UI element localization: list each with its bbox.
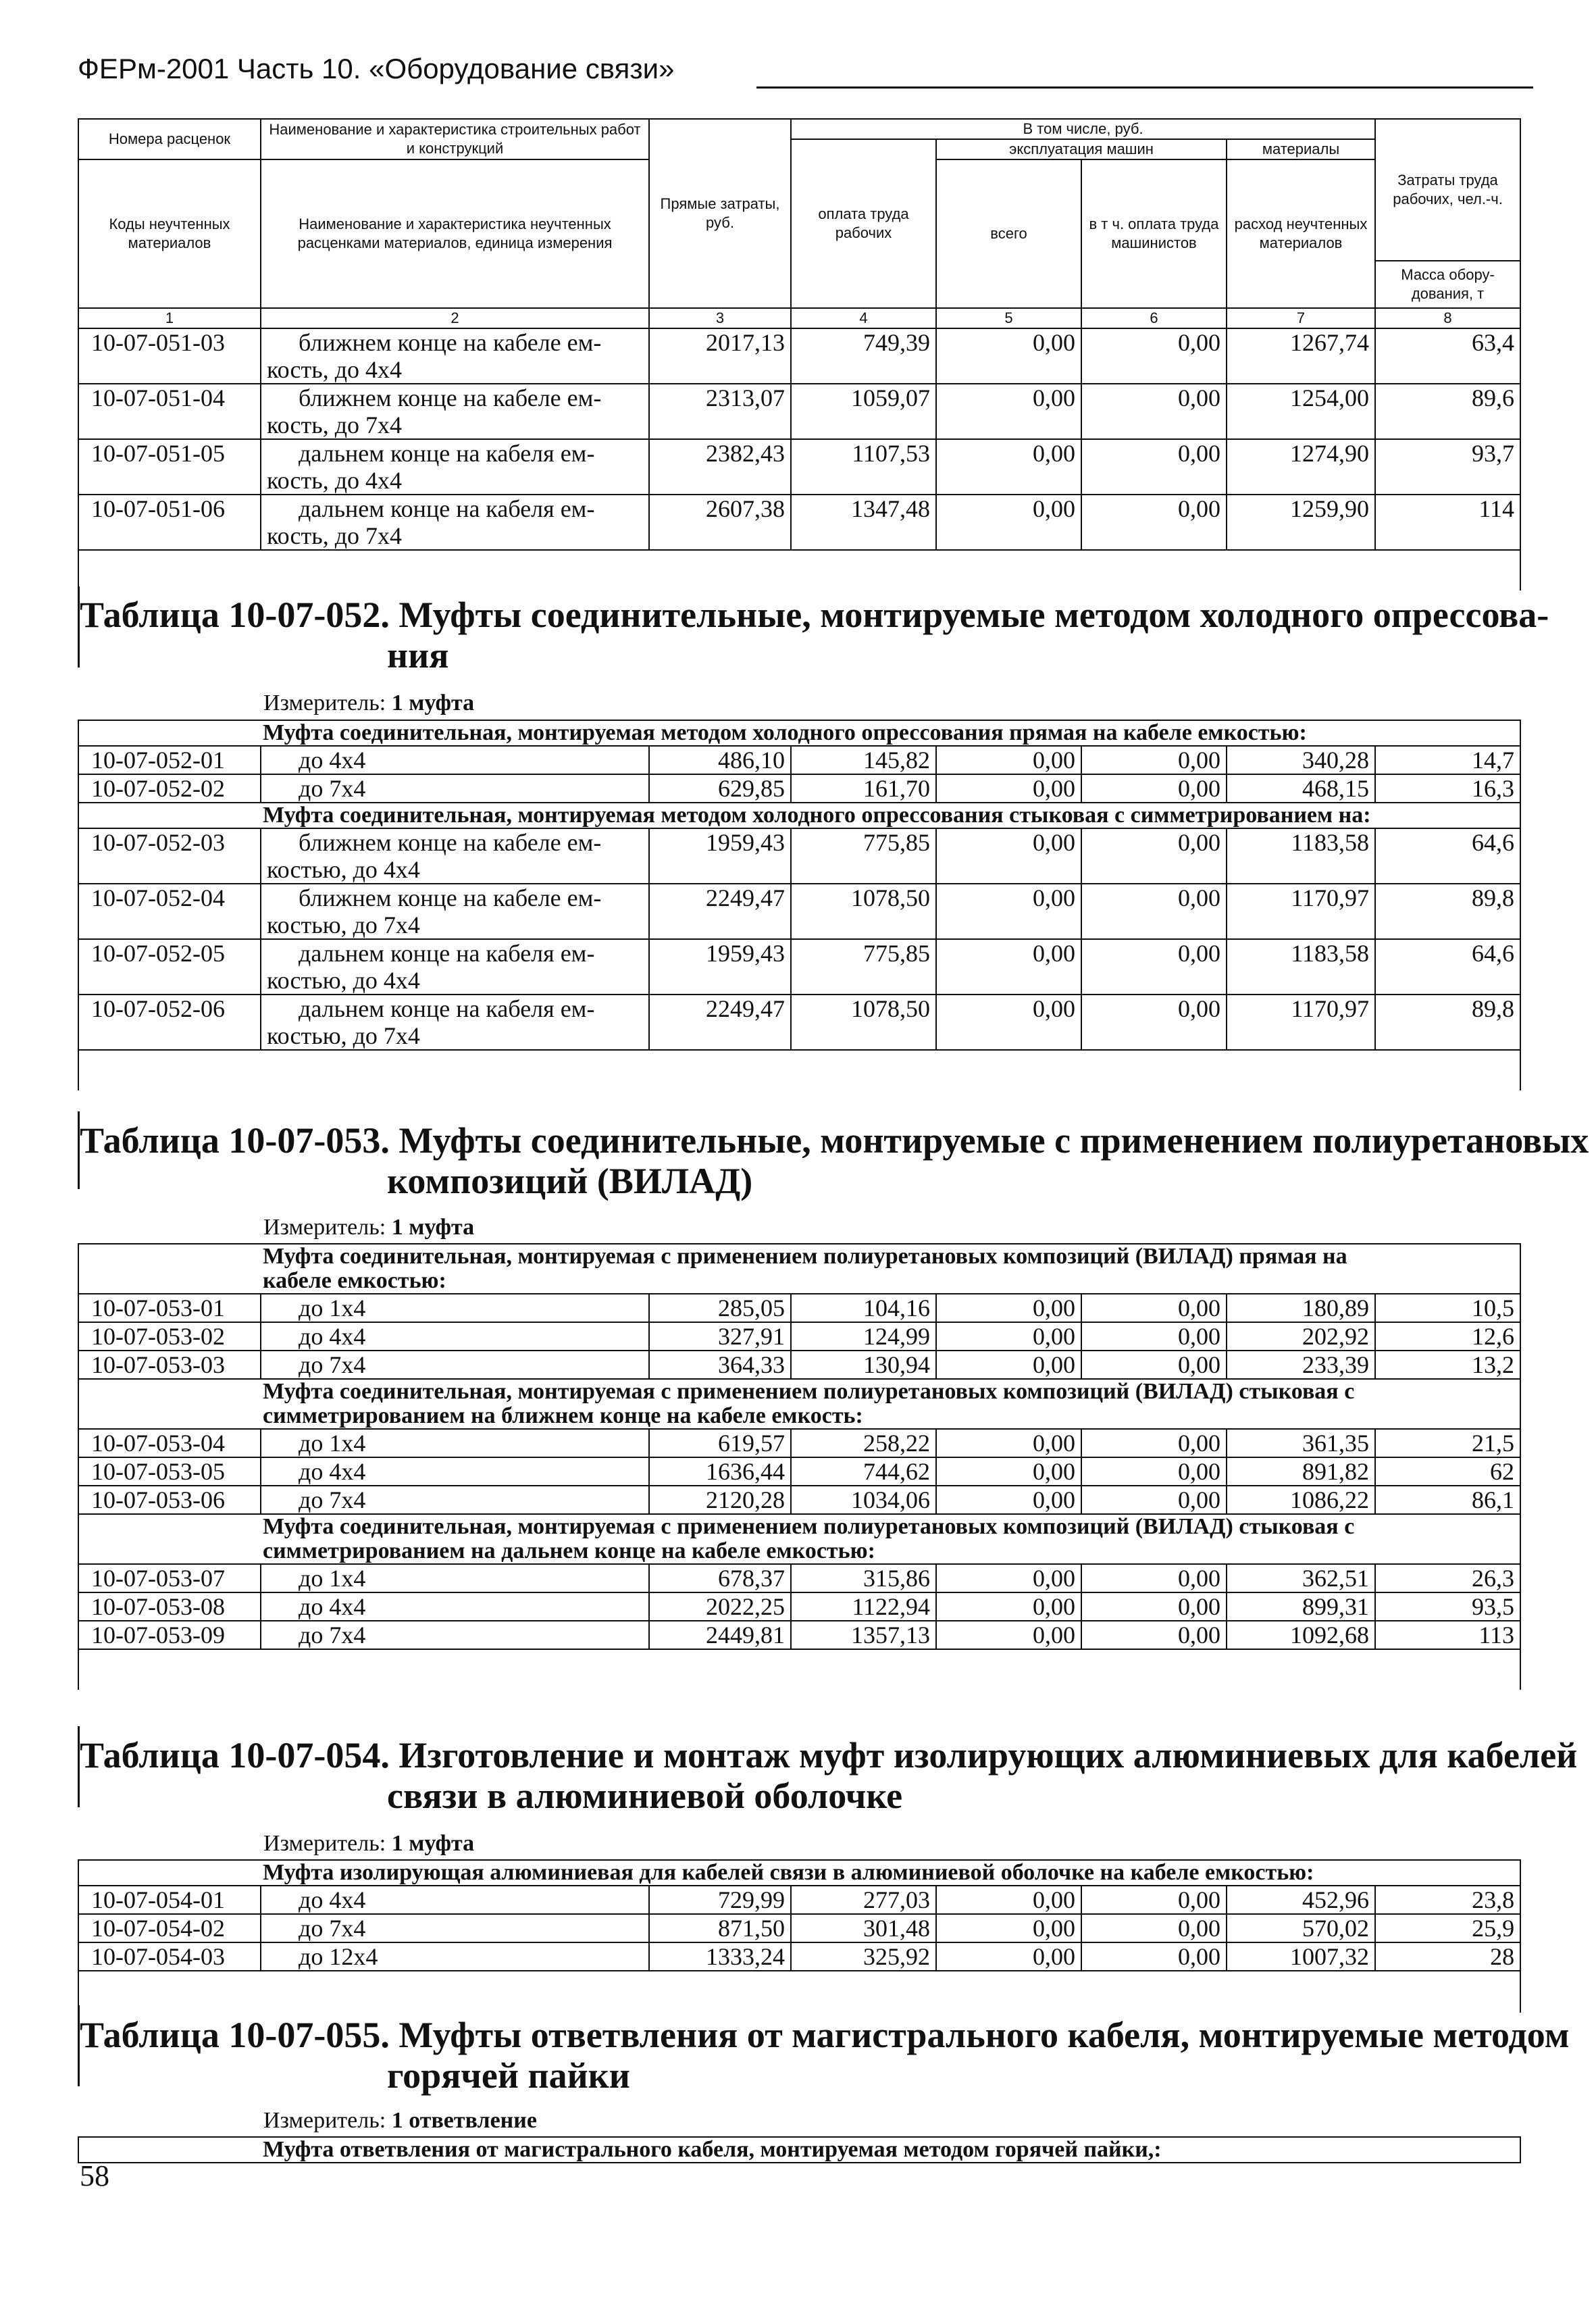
subheading: Муфта соединительная, монтируемая методом холодного опрессования прямая на кабеле емкостью: [78, 720, 1520, 746]
machines-total: 0,00 [936, 1621, 1081, 1649]
rate-code: 10-07-054-03 [78, 1942, 261, 1971]
work-description: до 1х4 [261, 1294, 649, 1322]
rate-code: 10-07-051-05 [78, 439, 261, 495]
spacer [78, 1050, 1520, 1090]
wages: 1078,50 [791, 884, 936, 939]
machines-labor: 0,00 [1081, 1486, 1227, 1514]
work-description: до 1х4 [261, 1564, 649, 1592]
materials: 1183,58 [1227, 828, 1375, 884]
header-including: В том числе, руб. [791, 119, 1375, 139]
header-materials-used: расход неучтенных материалов [1227, 159, 1375, 308]
machines-labor: 0,00 [1081, 884, 1227, 939]
wages: 1107,53 [791, 439, 936, 495]
wages: 104,16 [791, 1294, 936, 1322]
title-line: Таблица 10-07-052. Муфты соединительные, монтируемые методом холодного опрессова- [80, 595, 1549, 635]
work-description: до 1х4 [261, 1429, 649, 1457]
materials: 1086,22 [1227, 1486, 1375, 1514]
header-machines-total: всего [936, 159, 1081, 308]
work-description: до 7х4 [261, 1351, 649, 1379]
title-line: связи в алюминиевой оболочке [387, 1776, 903, 1816]
title-line: ния [387, 635, 449, 676]
labor-costs: 93,7 [1375, 439, 1520, 495]
table-row [78, 1592, 1520, 1621]
rate-code: 10-07-053-05 [78, 1457, 261, 1486]
column-number: 4 [791, 308, 936, 328]
table-row [78, 1351, 1520, 1379]
direct-costs: 2017,13 [649, 328, 791, 384]
wages: 1059,07 [791, 384, 936, 439]
table-051-body [78, 328, 1521, 590]
direct-costs: 678,37 [649, 1564, 791, 1592]
table-row [78, 995, 1520, 1050]
header-wages: оплата труда рабочих [791, 139, 936, 308]
direct-costs: 629,85 [649, 774, 791, 803]
table-055-meter: Измеритель: 1 ответвление [263, 2108, 537, 2133]
materials: 891,82 [1227, 1457, 1375, 1486]
header-machines-labor: в т ч. оплата труда машинистов [1081, 159, 1227, 308]
running-head: ФЕРм-2001 Часть 10. «Оборудование связи» [78, 53, 675, 84]
direct-costs: 1959,43 [649, 828, 791, 884]
machines-total: 0,00 [936, 328, 1081, 384]
materials: 1007,32 [1227, 1942, 1375, 1971]
rate-code: 10-07-051-04 [78, 384, 261, 439]
table-row [78, 939, 1520, 995]
direct-costs: 871,50 [649, 1914, 791, 1942]
rate-code: 10-07-053-08 [78, 1592, 261, 1621]
direct-costs: 2249,47 [649, 884, 791, 939]
materials: 1170,97 [1227, 995, 1375, 1050]
column-number: 1 [78, 308, 261, 328]
machines-labor: 0,00 [1081, 1429, 1227, 1457]
labor-costs: 114 [1375, 495, 1520, 550]
table-row [78, 1564, 1520, 1592]
page-number: 58 [80, 2159, 109, 2192]
wages: 325,92 [791, 1942, 936, 1971]
labor-costs: 16,3 [1375, 774, 1520, 803]
title-line: Таблица 10-07-053. Муфты соединительные, монтируемые с применением полиуретановых [80, 1120, 1589, 1161]
header-materials: материалы [1227, 139, 1375, 159]
table-row [78, 1486, 1520, 1514]
column-number: 8 [1375, 308, 1520, 328]
table-row [78, 746, 1520, 774]
labor-costs: 113 [1375, 1621, 1520, 1649]
wages: 161,70 [791, 774, 936, 803]
wages: 744,62 [791, 1457, 936, 1486]
table-054-meter: Измеритель: 1 муфта [263, 1831, 475, 1856]
machines-total: 0,00 [936, 439, 1081, 495]
table-row [78, 495, 1520, 550]
work-description: до 7х4 [261, 774, 649, 803]
wages: 301,48 [791, 1914, 936, 1942]
machines-labor: 0,00 [1081, 939, 1227, 995]
table-row [78, 1322, 1520, 1351]
rate-code: 10-07-054-02 [78, 1914, 261, 1942]
header-work-name: Наименование и характеристика строительных работ и конструкций [261, 119, 649, 159]
work-description: ближнем конце на кабеле ем- кость, до 7х4 [261, 384, 649, 439]
machines-labor: 0,00 [1081, 1564, 1227, 1592]
work-description: дальнем конце на кабеля ем- костью, до 7х4 [261, 995, 649, 1050]
column-number: 3 [649, 308, 791, 328]
work-description: до 12х4 [261, 1942, 649, 1971]
rate-code: 10-07-054-01 [78, 1886, 261, 1914]
materials: 340,28 [1227, 746, 1375, 774]
machines-total: 0,00 [936, 384, 1081, 439]
labor-costs: 23,8 [1375, 1886, 1520, 1914]
direct-costs: 327,91 [649, 1322, 791, 1351]
materials: 233,39 [1227, 1351, 1375, 1379]
title-line: композиций (ВИЛАД) [387, 1161, 753, 1201]
table-row [78, 774, 1520, 803]
rate-code: 10-07-052-01 [78, 746, 261, 774]
rate-code: 10-07-052-03 [78, 828, 261, 884]
machines-total: 0,00 [936, 495, 1081, 550]
labor-costs: 14,7 [1375, 746, 1520, 774]
labor-costs: 21,5 [1375, 1429, 1520, 1457]
wages: 315,86 [791, 1564, 936, 1592]
rate-code: 10-07-052-04 [78, 884, 261, 939]
machines-total: 0,00 [936, 995, 1081, 1050]
table-row [78, 1429, 1520, 1457]
machines-labor: 0,00 [1081, 384, 1227, 439]
labor-costs: 63,4 [1375, 328, 1520, 384]
wages: 1122,94 [791, 1592, 936, 1621]
machines-total: 0,00 [936, 1457, 1081, 1486]
machines-total: 0,00 [936, 1351, 1081, 1379]
wages: 130,94 [791, 1351, 936, 1379]
wages: 775,85 [791, 828, 936, 884]
machines-labor: 0,00 [1081, 1457, 1227, 1486]
table-row [78, 1942, 1520, 1971]
direct-costs: 1959,43 [649, 939, 791, 995]
title-line: горячей пайки [387, 2055, 630, 2096]
materials: 362,51 [1227, 1564, 1375, 1592]
work-description: ближнем конце на кабеле ем- костью, до 7х4 [261, 884, 649, 939]
table-row [78, 1886, 1520, 1914]
labor-costs: 26,3 [1375, 1564, 1520, 1592]
labor-costs: 13,2 [1375, 1351, 1520, 1379]
table-row [78, 439, 1520, 495]
machines-labor: 0,00 [1081, 1942, 1227, 1971]
frame-left [78, 2005, 1520, 2086]
header-equipment-mass: Масса обору-дования, т [1375, 261, 1520, 308]
rate-code: 10-07-052-06 [78, 995, 261, 1050]
column-number: 5 [936, 308, 1081, 328]
header-rule [756, 86, 1533, 89]
labor-costs: 89,8 [1375, 995, 1520, 1050]
rate-code: 10-07-053-03 [78, 1351, 261, 1379]
machines-total: 0,00 [936, 1914, 1081, 1942]
machines-total: 0,00 [936, 1322, 1081, 1351]
materials: 1267,74 [1227, 328, 1375, 384]
materials: 1170,97 [1227, 884, 1375, 939]
table-row [78, 1294, 1520, 1322]
header-direct-costs: Прямые затраты, руб. [649, 119, 791, 308]
column-number: 2 [261, 308, 649, 328]
rate-code: 10-07-052-05 [78, 939, 261, 995]
rate-code: 10-07-051-03 [78, 328, 261, 384]
title-line: Таблица 10-07-054. Изготовление и монтаж муфт изолирующих алюминиевых для кабелей [80, 1735, 1578, 1776]
header-codes-unaccounted: Коды неучтенных материалов [78, 159, 261, 308]
materials: 1092,68 [1227, 1621, 1375, 1649]
table-053-meter: Измеритель: 1 муфта [263, 1215, 475, 1240]
labor-costs: 89,8 [1375, 884, 1520, 939]
column-number: 7 [1227, 308, 1375, 328]
labor-costs: 64,6 [1375, 828, 1520, 884]
wages: 258,22 [791, 1429, 936, 1457]
labor-costs: 86,1 [1375, 1486, 1520, 1514]
table-052-meter: Измеритель: 1 муфта [263, 690, 475, 715]
direct-costs: 486,10 [649, 746, 791, 774]
machines-labor: 0,00 [1081, 746, 1227, 774]
frame-left [78, 1111, 1520, 1189]
subheading: Муфта соединительная, монтируемая с применением полиуретановых композиций (ВИЛАД) стыковая с симметрированием на дальнем конце на кабеле емкостью: [78, 1514, 1520, 1564]
labor-costs: 25,9 [1375, 1914, 1520, 1942]
header-labor-costs: Затраты труда рабочих, чел.-ч. [1375, 119, 1520, 261]
machines-labor: 0,00 [1081, 328, 1227, 384]
work-description: до 7х4 [261, 1914, 649, 1942]
work-description: до 4х4 [261, 746, 649, 774]
machines-labor: 0,00 [1081, 1322, 1227, 1351]
title-line: Таблица 10-07-055. Муфты ответвления от магистрального кабеля, монтируемые методом [80, 2015, 1570, 2055]
materials: 180,89 [1227, 1294, 1375, 1322]
direct-costs: 2382,43 [649, 439, 791, 495]
materials: 361,35 [1227, 1429, 1375, 1457]
header-machines: эксплуатация машин [936, 139, 1227, 159]
materials: 452,96 [1227, 1886, 1375, 1914]
direct-costs: 1333,24 [649, 1942, 791, 1971]
work-description: ближнем конце на кабеле ем- костью, до 4х4 [261, 828, 649, 884]
work-description: ближнем конце на кабеле ем- кость, до 4х4 [261, 328, 649, 384]
wages: 749,39 [791, 328, 936, 384]
table-row [78, 828, 1520, 884]
spacer [78, 1649, 1520, 1690]
work-description: до 4х4 [261, 1457, 649, 1486]
direct-costs: 2120,28 [649, 1486, 791, 1514]
wages: 1347,48 [791, 495, 936, 550]
materials: 570,02 [1227, 1914, 1375, 1942]
rate-code: 10-07-053-07 [78, 1564, 261, 1592]
table-row [78, 1914, 1520, 1942]
machines-total: 0,00 [936, 774, 1081, 803]
machines-labor: 0,00 [1081, 828, 1227, 884]
direct-costs: 2022,25 [649, 1592, 791, 1621]
machines-labor: 0,00 [1081, 1914, 1227, 1942]
machines-labor: 0,00 [1081, 1886, 1227, 1914]
column-number: 6 [1081, 308, 1227, 328]
rate-code: 10-07-051-06 [78, 495, 261, 550]
machines-labor: 0,00 [1081, 439, 1227, 495]
work-description: дальнем конце на кабеля ем- кость, до 4х4 [261, 439, 649, 495]
machines-total: 0,00 [936, 746, 1081, 774]
machines-labor: 0,00 [1081, 774, 1227, 803]
column-number-row [78, 308, 1520, 328]
machines-total: 0,00 [936, 1564, 1081, 1592]
header-materials-name: Наименование и характеристика неучтенных расценками материалов, единица измерения [261, 159, 649, 308]
work-description: до 4х4 [261, 1592, 649, 1621]
wages: 1034,06 [791, 1486, 936, 1514]
rate-code: 10-07-053-01 [78, 1294, 261, 1322]
labor-costs: 10,5 [1375, 1294, 1520, 1322]
table-053 [78, 1243, 1521, 1690]
machines-total: 0,00 [936, 1942, 1081, 1971]
machines-total: 0,00 [936, 884, 1081, 939]
column-header-table [78, 118, 1521, 329]
subheading: Муфта изолирующая алюминиевая для кабелей связи в алюминиевой оболочке на кабеле емкостью: [78, 1860, 1520, 1886]
subheading: Муфта ответвления от магистрального кабеля, монтируемая методом горячей пайки,: [78, 2137, 1520, 2163]
table-054 [78, 1859, 1521, 2013]
machines-total: 0,00 [936, 1592, 1081, 1621]
direct-costs: 2249,47 [649, 995, 791, 1050]
labor-costs: 12,6 [1375, 1322, 1520, 1351]
table-row [78, 384, 1520, 439]
direct-costs: 729,99 [649, 1886, 791, 1914]
wages: 277,03 [791, 1886, 936, 1914]
direct-costs: 1636,44 [649, 1457, 791, 1486]
work-description: дальнем конце на кабеля ем- кость, до 7х4 [261, 495, 649, 550]
work-description: до 7х4 [261, 1486, 649, 1514]
work-description: до 4х4 [261, 1322, 649, 1351]
labor-costs: 62 [1375, 1457, 1520, 1486]
machines-labor: 0,00 [1081, 1621, 1227, 1649]
table-055 [78, 2136, 1521, 2163]
wages: 1078,50 [791, 995, 936, 1050]
table-052 [78, 720, 1521, 1090]
table-row [78, 1621, 1520, 1649]
wages: 124,99 [791, 1322, 936, 1351]
materials: 1274,90 [1227, 439, 1375, 495]
materials: 1183,58 [1227, 939, 1375, 995]
work-description: до 4х4 [261, 1886, 649, 1914]
machines-total: 0,00 [936, 1486, 1081, 1514]
wages: 1357,13 [791, 1621, 936, 1649]
subheading: Муфта соединительная, монтируемая методом холодного опрессования стыковая с симметрированием на: [78, 803, 1520, 828]
wages: 775,85 [791, 939, 936, 995]
spacer [78, 550, 1520, 590]
direct-costs: 2313,07 [649, 384, 791, 439]
table-row [78, 1457, 1520, 1486]
rate-code: 10-07-052-02 [78, 774, 261, 803]
machines-labor: 0,00 [1081, 495, 1227, 550]
labor-costs: 64,6 [1375, 939, 1520, 995]
labor-costs: 28 [1375, 1942, 1520, 1971]
direct-costs: 2607,38 [649, 495, 791, 550]
machines-total: 0,00 [936, 939, 1081, 995]
machines-total: 0,00 [936, 828, 1081, 884]
materials: 468,15 [1227, 774, 1375, 803]
wages: 145,82 [791, 746, 936, 774]
direct-costs: 2449,81 [649, 1621, 791, 1649]
table-row [78, 884, 1520, 939]
rate-code: 10-07-053-06 [78, 1486, 261, 1514]
labor-costs: 93,5 [1375, 1592, 1520, 1621]
direct-costs: 285,05 [649, 1294, 791, 1322]
materials: 1259,90 [1227, 495, 1375, 550]
work-description: до 7х4 [261, 1621, 649, 1649]
materials: 1254,00 [1227, 384, 1375, 439]
frame-left [78, 586, 1520, 668]
direct-costs: 364,33 [649, 1351, 791, 1379]
materials: 899,31 [1227, 1592, 1375, 1621]
frame-left [78, 1726, 1520, 1807]
labor-costs: 89,6 [1375, 384, 1520, 439]
machines-labor: 0,00 [1081, 1592, 1227, 1621]
rate-code: 10-07-053-02 [78, 1322, 261, 1351]
rate-code: 10-07-053-04 [78, 1429, 261, 1457]
rate-code: 10-07-053-09 [78, 1621, 261, 1649]
direct-costs: 619,57 [649, 1429, 791, 1457]
subheading: Муфта соединительная, монтируемая с применением полиуретановых композиций (ВИЛАД) стыковая с симметрированием на ближнем конце на кабеле емкость: [78, 1379, 1520, 1429]
machines-labor: 0,00 [1081, 1294, 1227, 1322]
machines-total: 0,00 [936, 1429, 1081, 1457]
machines-labor: 0,00 [1081, 1351, 1227, 1379]
work-description: дальнем конце на кабеля ем- костью, до 4х4 [261, 939, 649, 995]
materials: 202,92 [1227, 1322, 1375, 1351]
machines-total: 0,00 [936, 1886, 1081, 1914]
subheading: Муфта соединительная, монтируемая с применением полиуретановых композиций (ВИЛАД) прямая на кабеле емкостью: [78, 1244, 1520, 1294]
machines-total: 0,00 [936, 1294, 1081, 1322]
table-row [78, 328, 1520, 384]
machines-labor: 0,00 [1081, 995, 1227, 1050]
header-rate-numbers: Номера расценок [78, 119, 261, 159]
